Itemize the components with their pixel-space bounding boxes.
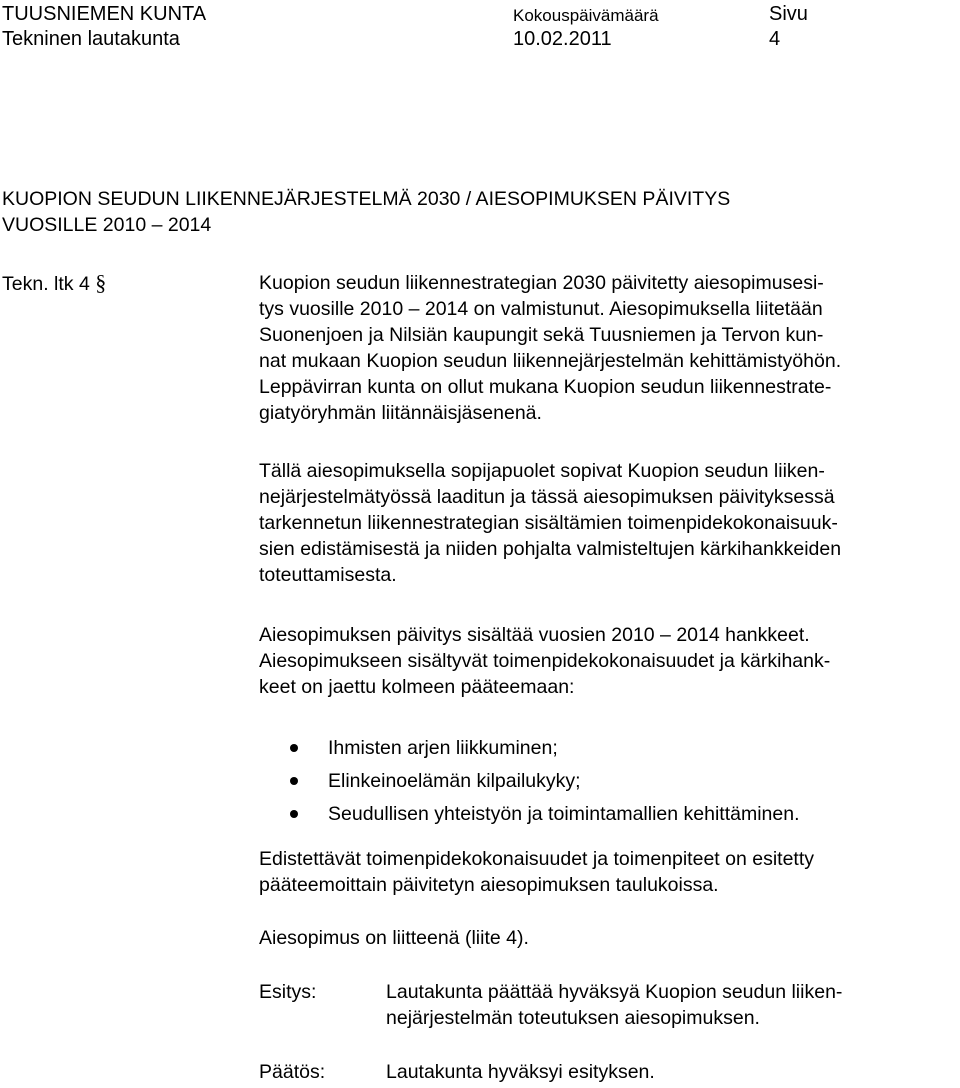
document-title-line-1: KUOPION SEUDUN LIIKENNEJÄRJESTELMÄ 2030 / AIESOPIMUKSEN PÄIVITYS xyxy=(2,188,731,210)
bullet-icon xyxy=(290,810,298,818)
meeting-date: 10.02.2011 xyxy=(513,28,612,50)
text-line: Kuopion seudun liikennestrategian 2030 päivitetty aiesopimusesi- xyxy=(259,272,824,294)
text-line: tys vuosille 2010 – 2014 on valmistunut. Aiesopimuksella liitetään xyxy=(259,298,823,320)
document-title-line-2: VUOSILLE 2010 – 2014 xyxy=(2,214,212,236)
text-line: keet on jaettu kolmeen pääteemaan: xyxy=(259,676,575,698)
text-line: Aiesopimuksen päivitys sisältää vuosien 2010 – 2014 hankkeet. xyxy=(259,624,810,646)
bullet-icon xyxy=(290,777,298,785)
text-line: Lautakunta päättää hyväksyä Kuopion seudun liiken- xyxy=(386,981,843,1003)
theme-list xyxy=(290,735,800,834)
paragraph-agreement xyxy=(259,458,949,588)
text-line: Aiesopimukseen sisältyvät toimenpidekokonaisuudet ja kärkihank- xyxy=(259,650,831,672)
text-line: toteuttamisesta. xyxy=(259,564,397,586)
paragraph-intro xyxy=(259,270,949,426)
text-line: pääteemoittain päivitetyn aiesopimuksen taulukoissa. xyxy=(259,874,719,896)
paragraph-attachment xyxy=(259,925,949,951)
text-line: Aiesopimus on liitteenä (liite 4). xyxy=(259,927,529,949)
paragraph-measures xyxy=(259,846,949,898)
text-line: giatyöryhmän liitännäisjäsenenä. xyxy=(259,402,542,424)
paragraph-update-contents xyxy=(259,622,949,700)
text-line: nat mukaan Kuopion seudun liikennejärjestelmän kehittämistyöhön. xyxy=(259,350,842,372)
decision-text: Lautakunta hyväksyi esityksen. xyxy=(386,1061,655,1083)
section-sign: § xyxy=(95,270,107,295)
page-label: Sivu xyxy=(769,3,808,25)
bullet-icon xyxy=(290,744,298,752)
meeting-date-label: Kokouspäivämäärä xyxy=(513,6,659,25)
text-line: sien edistämisestä ja niiden pohjalta valmisteltujen kärkihankkeiden xyxy=(259,538,842,560)
proposal-label: Esitys: xyxy=(259,981,317,1003)
list-item-text: Seudullisen yhteistyön ja toimintamallien kehittäminen. xyxy=(328,803,800,825)
proposal-text xyxy=(386,979,842,1031)
list-item xyxy=(290,735,800,768)
item-reference xyxy=(2,270,106,297)
list-item xyxy=(290,768,800,801)
item-ref-text: Tekn. ltk 4 xyxy=(2,273,90,295)
list-item xyxy=(290,801,800,834)
text-line: nejärjestelmätyössä laaditun ja tässä aiesopimuksen päivityksessä xyxy=(259,486,835,508)
decision-label: Päätös: xyxy=(259,1061,326,1083)
list-item-text: Ihmisten arjen liikkuminen; xyxy=(328,737,558,759)
text-line: tarkennetun liikennestrategian sisältämien toimenpidekokonaisuuk- xyxy=(259,512,838,534)
text-line: nejärjestelmän toteutuksen aiesopimuksen. xyxy=(386,1007,760,1029)
text-line: Suonenjoen ja Nilsiän kaupungit sekä Tuusniemen ja Tervon kun- xyxy=(259,324,824,346)
page-number: 4 xyxy=(769,28,781,50)
list-item-text: Elinkeinoelämän kilpailukyky; xyxy=(328,770,581,792)
municipality-name: TUUSNIEMEN KUNTA xyxy=(2,3,207,25)
board-name: Tekninen lautakunta xyxy=(2,28,180,50)
text-line: Edistettävät toimenpidekokonaisuudet ja toimenpiteet on esitetty xyxy=(259,848,815,870)
text-line: Leppävirran kunta on ollut mukana Kuopion seudun liikennestrate- xyxy=(259,376,832,398)
text-line: Tällä aiesopimuksella sopijapuolet sopivat Kuopion seudun liiken- xyxy=(259,460,825,482)
